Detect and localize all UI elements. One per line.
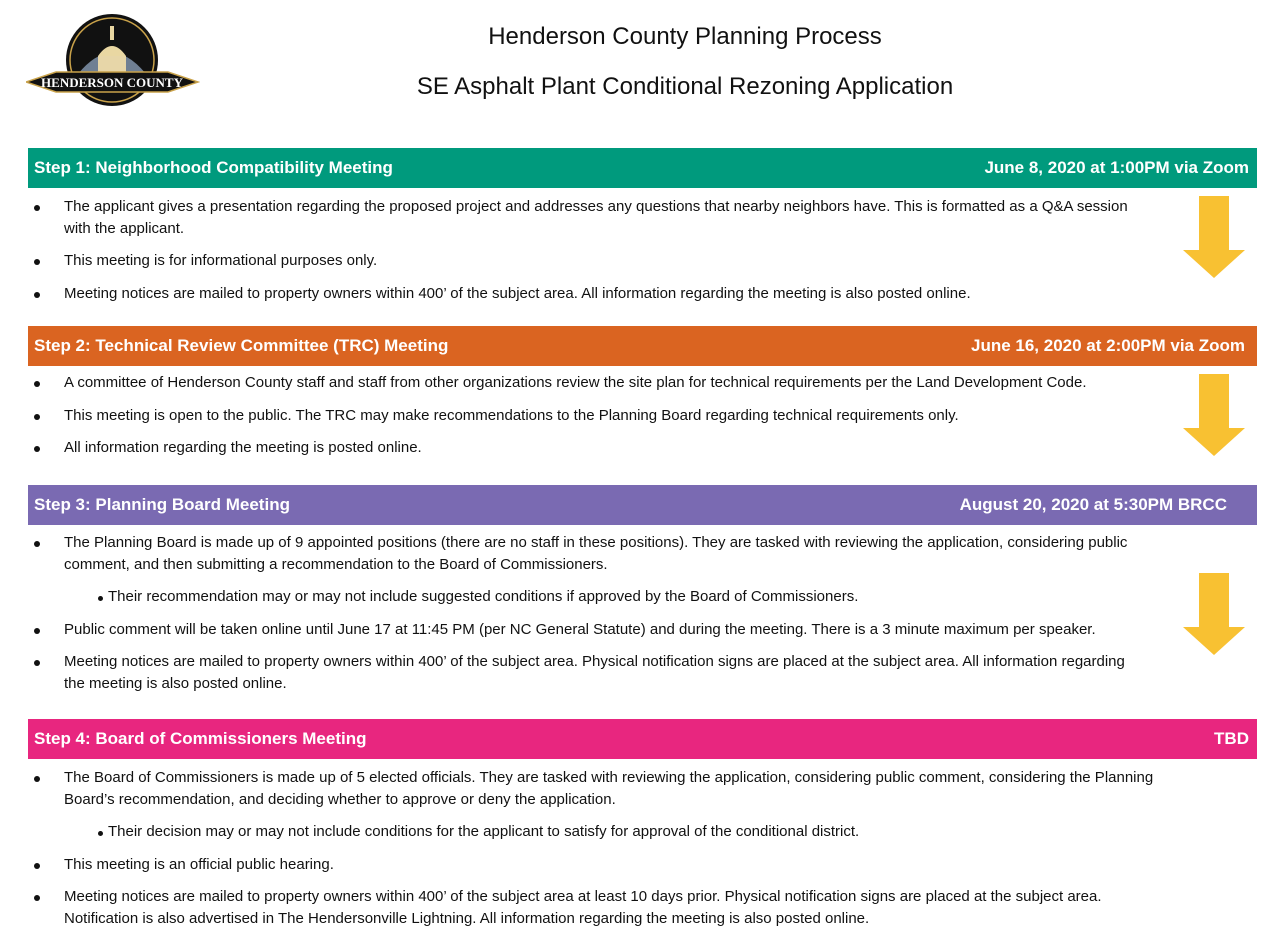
bullet-icon	[34, 446, 40, 452]
list-item: The Planning Board is made up of 9 appointed positions (there are no staff in these positions). They are tasked with reviewing the application, considering public comment, and then submitting a recommendation to the Board of Commissioners.	[28, 532, 1148, 575]
bullet-icon	[34, 776, 40, 782]
arrow-down-icon	[1183, 196, 1245, 278]
list-item: This meeting is open to the public. The TRC may make recommendations to the Planning Board regarding technical requirements only.	[28, 405, 1148, 427]
bullet-icon	[98, 596, 103, 601]
step-1	[28, 148, 1257, 304]
step-2-date: June 16, 2020 at 2:00PM via Zoom	[970, 336, 1245, 355]
header	[360, 22, 1010, 102]
bullet-icon	[34, 863, 40, 869]
step-1-label: Step 1: Neighborhood Compatibility Meeting	[34, 158, 393, 177]
county-logo	[26, 12, 200, 112]
step-1-header	[28, 148, 1257, 188]
arrow-down-icon	[1183, 573, 1245, 655]
list-item: This meeting is an official public hearing.	[28, 854, 1148, 876]
list-item: All information regarding the meeting is posted online.	[28, 437, 1148, 459]
step-4-header	[28, 719, 1257, 759]
step-3-header	[28, 485, 1257, 525]
bullet-icon	[34, 292, 40, 298]
list-item: The applicant gives a presentation regarding the proposed project and addresses any questions that nearby neighbors have. This is formatted as a Q&A session with the applicant.	[28, 196, 1148, 239]
list-item: Meeting notices are mailed to property owners within 400’ of the subject area at least 10 days prior. Physical notification signs are placed at the subject area. Notification is also advertised in The Hendersonville Lightning. All information regarding the meeting is also posted online.	[28, 886, 1148, 929]
page-title: Henderson County Planning Process	[488, 23, 882, 50]
bullet-icon	[34, 259, 40, 265]
list-item: This meeting is for informational purposes only.	[28, 250, 1148, 272]
step-4-date: TBD	[1214, 729, 1249, 748]
step-3	[28, 485, 1257, 694]
step-4-label: Step 4: Board of Commissioners Meeting	[34, 729, 367, 748]
bullet-icon	[34, 414, 40, 420]
step-3-label: Step 3: Planning Board Meeting	[34, 495, 290, 514]
bullet-icon	[34, 381, 40, 387]
step-2	[28, 326, 1257, 459]
bullet-icon	[34, 895, 40, 901]
list-item: Meeting notices are mailed to property owners within 400’ of the subject area. Physical notification signs are placed at the subject area. All information regarding the meeting is also posted online.	[28, 651, 1148, 694]
list-item: Their recommendation may or may not include suggested conditions if approved by the Board of Commissioners.	[28, 586, 1148, 608]
list-item: Their decision may or may not include conditions for the applicant to satisfy for approval of the conditional district.	[28, 821, 1148, 843]
list-item: Public comment will be taken online until June 17 at 11:45 PM (per NC General Statute) and during the meeting. There is a 3 minute maximum per speaker.	[28, 619, 1188, 641]
bullet-icon	[98, 831, 103, 836]
list-item: A committee of Henderson County staff and staff from other organizations review the site plan for technical requirements per the Land Development Code.	[28, 372, 1188, 394]
logo-text: HENDERSON COUNTY	[41, 75, 183, 90]
step-3-date: August 20, 2020 at 5:30PM BRCC	[959, 495, 1227, 514]
step-4	[28, 719, 1257, 929]
list-item: The Board of Commissioners is made up of 5 elected officials. They are tasked with reviewing the application, considering public comment, considering the Planning Board’s recommendation, and deciding whether to approve or deny the application.	[28, 767, 1188, 810]
bullet-icon	[34, 628, 40, 634]
list-item: Meeting notices are mailed to property owners within 400’ of the subject area. All information regarding the meeting is also posted online.	[28, 283, 1148, 305]
bullet-icon	[34, 541, 40, 547]
bullet-icon	[34, 205, 40, 211]
step-2-label: Step 2: Technical Review Committee (TRC) Meeting	[34, 336, 449, 355]
step-2-header	[28, 326, 1257, 366]
bullet-icon	[34, 660, 40, 666]
arrow-down-icon	[1183, 374, 1245, 456]
step-1-date: June 8, 2020 at 1:00PM via Zoom	[984, 158, 1249, 177]
page-subtitle: SE Asphalt Plant Conditional Rezoning Application	[416, 73, 954, 100]
